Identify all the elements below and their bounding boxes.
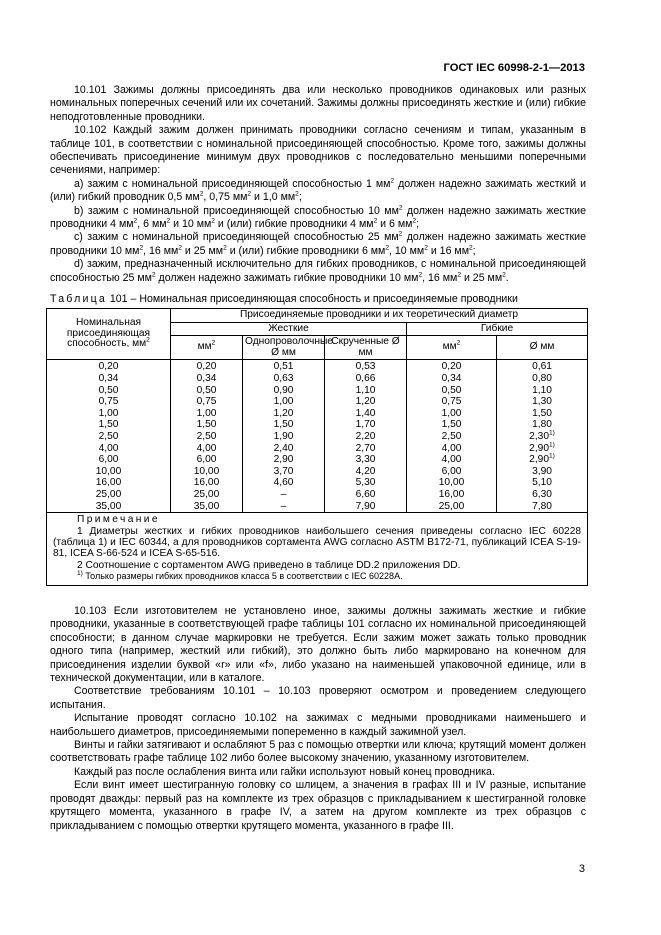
header-stranded-diameter: Скрученные Ø мм <box>325 336 407 360</box>
table-cell-flex-mm2: 10,00 <box>438 477 465 489</box>
table-cell-solid: 2,90 <box>273 454 294 466</box>
table-cell-rigid-mm2: 0,50 <box>196 384 217 396</box>
column-solid-diameter <box>243 360 325 513</box>
table-cell-rated: 25,00 <box>95 488 122 500</box>
table-cell-flex-mm2: 0,50 <box>441 384 462 396</box>
table-cell-stranded: 1,40 <box>355 407 376 419</box>
table-101 <box>46 308 588 586</box>
table-cell-flex-d: 2,30$^{1)}$ <box>529 429 555 442</box>
table-cell-flex-mm2: 16,00 <box>438 488 465 500</box>
table-cell-stranded: 1,70 <box>355 419 376 431</box>
table-cell-flex-mm2: 1,00 <box>441 407 462 419</box>
table-cell-rigid-mm2: 0,75 <box>196 396 217 408</box>
header-connectable-conductors: Присоединяемые проводники и их теоретический диаметр <box>171 309 588 323</box>
test-procedure: Испытание проводят согласно 10.102 на зажимах с медными проводниками наименьшего и наибольшего диаметров, присоединяемыми попеременно в каждый зажимной узел. <box>50 712 586 738</box>
table-cell-rigid-mm2: 6,00 <box>196 454 217 466</box>
table-cell-solid: 4,60 <box>273 477 294 489</box>
table-cell-flex-d: 3,90 <box>532 465 552 477</box>
table-cell-flex-mm2: 1,50 <box>441 419 462 431</box>
table-cell-stranded: 2,20 <box>355 430 376 442</box>
table-101-caption: Таблица 101 – Номинальная присоединяющая способность и присоединяемые проводники <box>50 293 518 305</box>
table-data-row <box>47 360 588 513</box>
table-cell-solid: 1,00 <box>273 396 294 408</box>
table-cell-flex-d: 0,61 <box>532 361 552 373</box>
table-cell-flex-d: 5,10 <box>532 477 552 489</box>
table-cell-rigid-mm2: 1,50 <box>196 419 217 431</box>
table-cell-solid: 1,90 <box>273 430 294 442</box>
table-cell-rated: 4,00 <box>98 442 119 454</box>
table-cell-flex-mm2: 4,00 <box>441 442 462 454</box>
item-b: b) зажим с номинальной присоединяющей способностью 10 $мм^2$ должен надежно зажимать жесткие проводники 4 $мм^2$, 6 $мм^2$ и 10 $мм^2$ и (или) гибкие проводники 4 $мм^2$ и 6 $мм^2$; <box>50 204 586 231</box>
table-cell-flex-d: 2,90$^{1)}$ <box>529 452 555 466</box>
compliance-check: Соответствие требованиям 10.101 – 10.103 проверяют осмотром и проведением следующего испытания. <box>50 685 586 711</box>
table-cell-solid: 2,40 <box>273 442 294 454</box>
table-cell-rigid-mm2: 1,00 <box>196 407 217 419</box>
table-cell-solid: 1,20 <box>273 407 294 419</box>
table-cell-flex-d: 6,30 <box>532 488 552 500</box>
table-cell-flex-mm2: 6,00 <box>441 465 462 477</box>
table-cell-solid: – <box>280 488 287 500</box>
table-cell-rated: 16,00 <box>95 477 122 489</box>
header-rated-capacity: Номинальная присоединяющая способность, $мм^2$ <box>47 309 171 360</box>
table-cell-rated: 0,50 <box>98 384 119 396</box>
table-cell-solid: 0,63 <box>273 372 294 384</box>
column-rigid-mm2 <box>171 360 243 513</box>
new-conductor-end: Каждый раз после ослабления винта или гайки используют новый конец проводника. <box>74 765 495 778</box>
table-cell-rated: 0,75 <box>98 396 119 408</box>
table-cell-flex-d: 7,80 <box>532 500 552 512</box>
table-cell-stranded: 7,90 <box>355 500 376 512</box>
table-notes-row <box>47 513 588 585</box>
item-d: d) зажим, предназначенный исключительно для гибких проводников, с номинальной присоединяющей способностью 25 $мм^2$ должен надежно зажимать гибкие проводники 10 $мм^2$, 16 $мм^2$ и 25 $мм^2$. <box>50 258 586 284</box>
table-cell-solid: – <box>280 500 287 512</box>
header-solid-diameter: Однопроволочные Ø мм <box>243 336 325 360</box>
table-cell-stranded: 1,10 <box>355 384 376 396</box>
header-rigid-mm2: $мм^2$ <box>171 336 243 360</box>
table-cell-flex-d: 1,50 <box>532 407 552 419</box>
clause-10-101: 10.101 Зажимы должны присоединять два или несколько проводников одинаковых или разных номинальных поперечных сечений или их сочетаний. Зажимы должны присоединять жесткие и (или) гибкие неподготовленные проводники. <box>50 84 586 123</box>
table-cell-rigid-mm2: 16,00 <box>193 477 220 489</box>
tightening-procedure: Винты и гайки затягивают и ослабляют 5 раз с помощью отвертки или ключа; крутящий момент должен соответствовать графе таблице 102 либо более высокому значению, указанному изготовителем. <box>50 739 586 765</box>
table-cell-flex-mm2: 2,50 <box>441 430 462 442</box>
table-cell-rated: 1,00 <box>98 407 119 419</box>
header-rigid: Жесткие <box>171 322 407 336</box>
table-cell-rigid-mm2: 0,34 <box>196 372 217 384</box>
table-cell-flex-d: 2,90$^{1)}$ <box>529 441 555 454</box>
table-cell-flex-d: 1,10 <box>532 384 552 396</box>
table-cell-stranded: 1,20 <box>355 396 376 408</box>
clauses-10-101-10-102 <box>50 84 586 285</box>
table-cell-rated: 1,50 <box>98 419 119 431</box>
table-cell-flex-mm2: 0,75 <box>441 396 462 408</box>
header-flexible-diameter: Ø мм <box>497 336 588 360</box>
table-cell-rated: 2,50 <box>98 430 119 442</box>
table-cell-solid: 0,90 <box>273 384 294 396</box>
note-2: 2 Соотношение с сортаментом AWG приведено в таблице DD.2 приложения DD. <box>77 559 461 571</box>
table-notes <box>47 513 588 585</box>
table-cell-flex-mm2: 0,20 <box>441 361 462 373</box>
table-cell-rigid-mm2: 0,20 <box>196 361 217 373</box>
table-cell-solid: 3,70 <box>273 465 294 477</box>
item-c: c) зажим с номинальной присоединяющей способностью 25 $мм^2$ должен надежно зажимать жесткие проводники 10 $мм^2$, 16 $мм^2$ и 25 $мм^2$ и (или) гибкие проводники 6 $мм^2$, 10 $мм^2$ и 16 $мм^2$; <box>50 230 586 257</box>
table-cell-rated: 0,20 <box>98 361 119 373</box>
table-cell-stranded: 3,30 <box>355 454 376 466</box>
table-cell-rigid-mm2: 10,00 <box>193 465 220 477</box>
table-cell-rated: 0,34 <box>98 372 119 384</box>
table-cell-rated: 6,00 <box>98 454 119 466</box>
table-cell-rigid-mm2: 25,00 <box>193 488 220 500</box>
column-rated-capacity <box>47 360 171 513</box>
table-cell-stranded: 6,60 <box>355 488 376 500</box>
table-footnote: $^{1)}$ Только размеры гибких проводников класса 5 в соответствии с IEC 60228A. <box>77 570 403 582</box>
header-flexible-mm2: $мм^2$ <box>407 336 497 360</box>
table-cell-stranded: 4,20 <box>355 465 376 477</box>
column-flexible-mm2 <box>407 360 497 513</box>
clause-10-103: 10.103 Если изготовителем не установлено иное, зажимы должны зажимать жесткие и гибкие проводники, указанные в соответствующей графе таблицы 101 согласно их номинальной присоединяющей способности; в данном случае маркировки не требуется. Если зажим может зажать только проводник одного типа (например, жесткий или гибкий), это должно быть либо маркировано на конечном для присоединения изделии буквой «r» или «f», либо указано на наименьшей упаковочной единице, или в технической документации, или в каталоге. <box>50 605 586 685</box>
table-cell-rated: 10,00 <box>95 465 122 477</box>
item-a: a) зажим с номинальной присоединяющей способностью 1 $мм^2$ должен надежно зажимать жесткий и (или) гибкий проводник 0,5 $мм^2$, 0,75 $мм^2$ и 1,0 $мм^2$; <box>50 177 586 204</box>
note-heading: Примечание <box>77 514 160 526</box>
table-cell-stranded: 0,66 <box>355 372 376 384</box>
table-cell-stranded: 0,53 <box>355 361 376 373</box>
table-cell-rigid-mm2: 4,00 <box>196 442 217 454</box>
table-cell-flex-mm2: 0,34 <box>441 372 462 384</box>
table-cell-flex-d: 0,80 <box>532 372 552 384</box>
table-cell-flex-d: 1,30 <box>532 396 552 408</box>
table-cell-solid: 1,50 <box>273 419 294 431</box>
clause-10-103-and-test <box>50 605 586 833</box>
column-stranded-diameter <box>325 360 407 513</box>
table-cell-solid: 0,51 <box>273 361 294 373</box>
column-flexible-diameter <box>497 360 588 513</box>
table-cell-rated: 35,00 <box>95 500 122 512</box>
header-flexible: Гибкие <box>407 322 588 336</box>
table-cell-stranded: 2,70 <box>355 442 376 454</box>
clause-10-102: 10.102 Каждый зажим должен принимать проводники согласно сечениям и типам, указанным в таблице 101, в соответствии с номинальной присоединяющей способностью. Кроме того, зажимы должны обеспечивать присоединение минимум двух проводников с последовательно меньшими поперечными сечениями, например: <box>50 124 586 177</box>
note-1: 1 Диаметры жестких и гибких проводников наибольшего сечения приведены согласно IEC 60228 (таблица 1) и IEC 60344, а для проводников сортамента AWG согласно ASTM B172-71, публикаций ICEA S-19-81, ICEA S-66-524 и ICEA S-65-516. <box>53 525 582 560</box>
document-code-header: ГОСТ IEC 60998-2-1—2013 <box>443 62 585 74</box>
table-cell-flex-mm2: 25,00 <box>438 500 465 512</box>
table-cell-rigid-mm2: 35,00 <box>193 500 220 512</box>
page-number: 3 <box>578 863 585 875</box>
hex-head-screw-test: Если винт имеет шестигранную головку со шлицем, а значения в графах III и IV разные, испытание проводят дважды: первый раз на комплекте из трех образцов с прикладыванием к шестигранной головке крутящего момента, указанного в графе IV, а затем на другом комплекте из трех образцов с прикладыванием с помощью отвертки крутящего момента, указанного в графе III. <box>50 779 586 832</box>
table-cell-flex-d: 1,80 <box>532 419 552 431</box>
table-cell-stranded: 5,30 <box>355 477 376 489</box>
table-cell-rigid-mm2: 2,50 <box>196 430 217 442</box>
table-cell-flex-mm2: 4,00 <box>441 454 462 466</box>
